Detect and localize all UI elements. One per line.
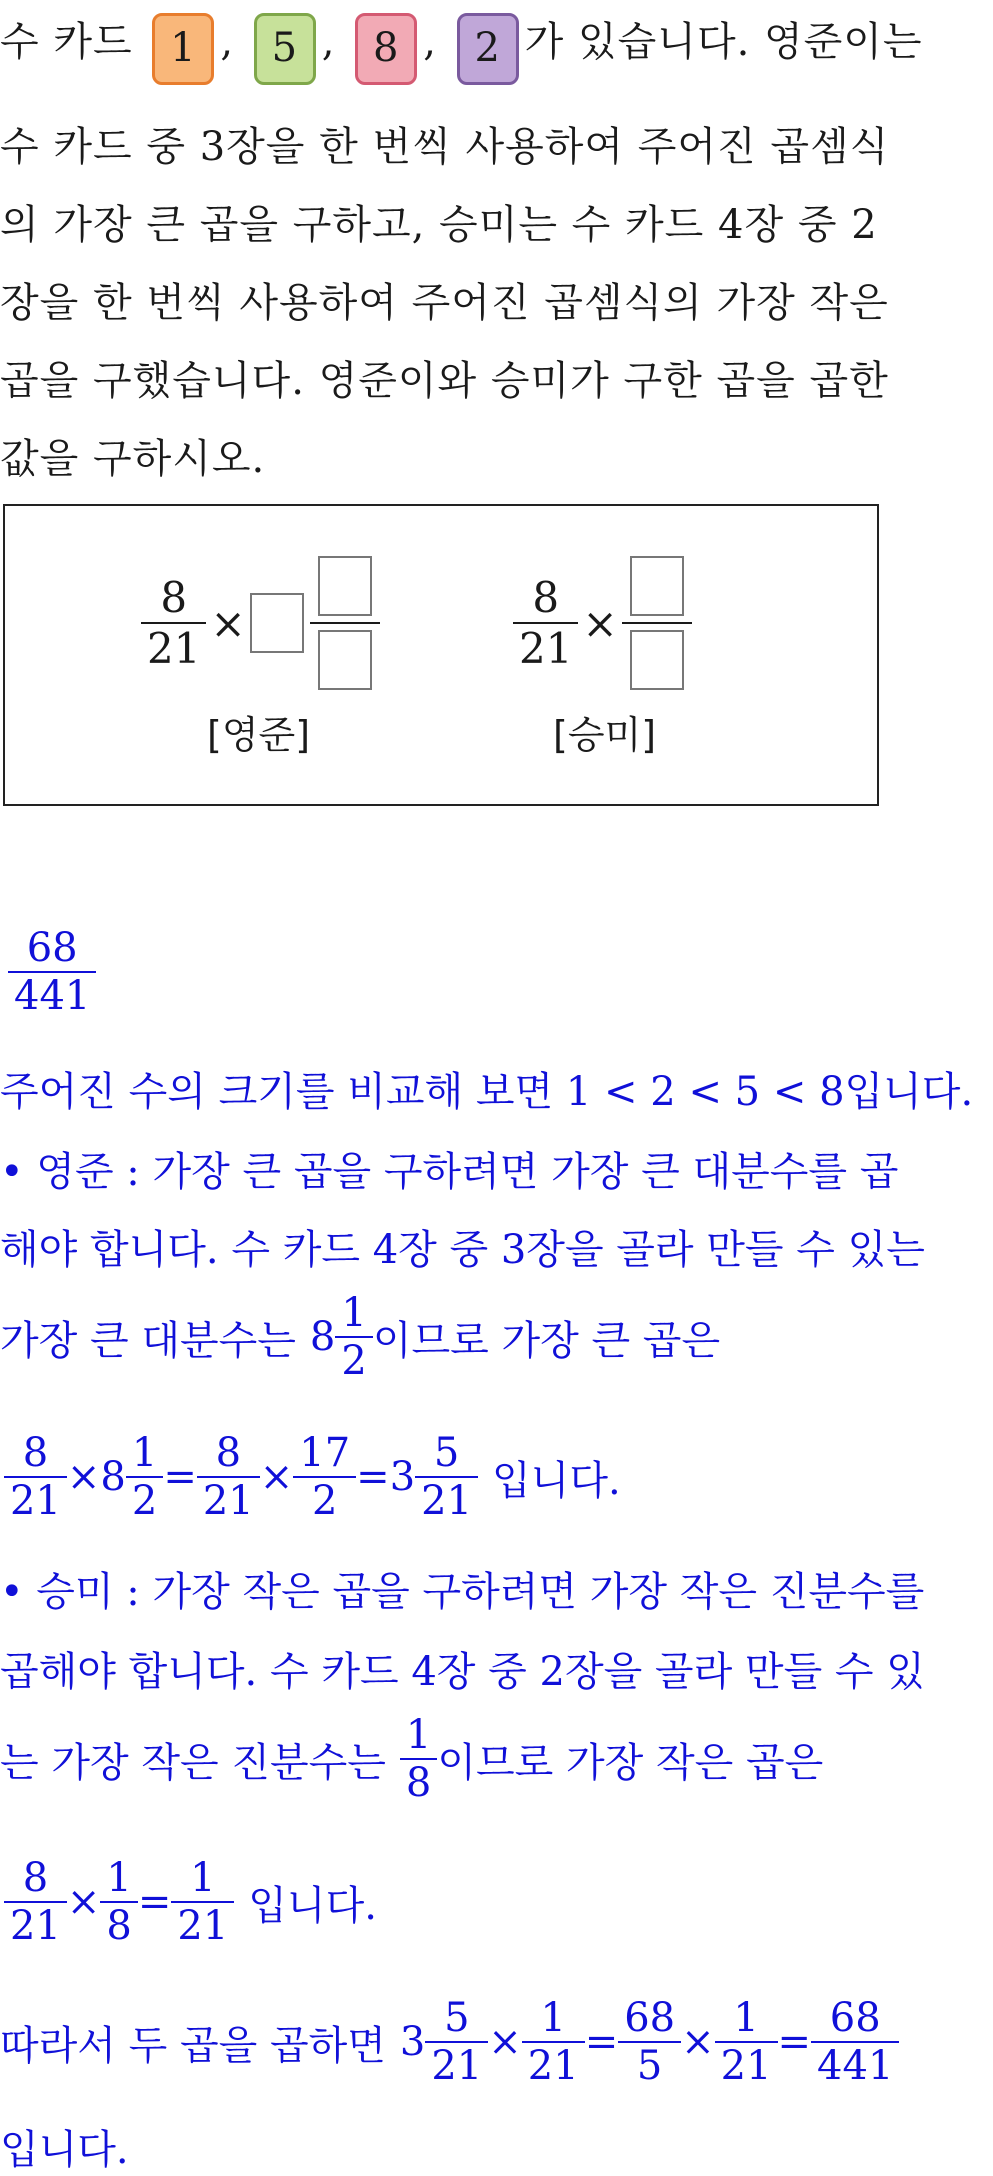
yeongjun-expression bbox=[141, 556, 380, 759]
text: 가장 큰 대분수는 bbox=[0, 1317, 296, 1364]
times-sign: × bbox=[488, 2019, 522, 2065]
num: 1 bbox=[733, 1995, 759, 2041]
expression-box bbox=[3, 504, 879, 806]
label-yeongjun: [영준] bbox=[207, 713, 311, 757]
den: 21 bbox=[421, 1478, 473, 1524]
problem-line-3: 의 가장 큰 곱을 구하고, 승미는 수 카드 4장 중 2 bbox=[0, 202, 878, 248]
solution-line-6: 곱해야 합니다. 수 카드 4장 중 2장을 골라 만들 수 있 bbox=[0, 1649, 925, 1695]
comma: , bbox=[220, 19, 235, 65]
num: 1 bbox=[341, 1290, 367, 1336]
solution-line-5: • 승미 : 가장 작은 곱을 구하려면 가장 작은 진분수를 bbox=[0, 1569, 925, 1615]
solution-line-7 bbox=[0, 1712, 823, 1806]
equals-sign: = bbox=[137, 1879, 172, 1925]
answer-denominator: 441 bbox=[14, 973, 91, 1019]
whole-number: 3 bbox=[399, 2019, 426, 2065]
num: 17 bbox=[299, 1430, 351, 1476]
whole-number-blank bbox=[250, 593, 304, 653]
times-sign: × bbox=[210, 598, 246, 648]
den: 2 bbox=[341, 1338, 367, 1384]
whole-number: 8 bbox=[309, 1314, 336, 1360]
text: 입니다. bbox=[248, 1882, 377, 1929]
den: 21 bbox=[720, 2043, 772, 2089]
den: 441 bbox=[817, 2043, 894, 2089]
num: 1 bbox=[131, 1430, 158, 1476]
problem-line-2: 수 카드 중 3장을 한 번씩 사용하여 주어진 곱셈식 bbox=[0, 124, 890, 170]
num: 8 bbox=[215, 1430, 242, 1476]
den: 21 bbox=[202, 1478, 254, 1524]
text: 는 가장 작은 진분수는 bbox=[0, 1739, 386, 1786]
equals-sign: = bbox=[777, 2019, 812, 2065]
equation-2 bbox=[4, 1855, 377, 1949]
numerator-blank bbox=[630, 556, 684, 616]
equals-sign: = bbox=[163, 1454, 197, 1500]
num: 68 bbox=[829, 1995, 881, 2041]
label-seungmi: [승미] bbox=[553, 713, 657, 757]
comma: , bbox=[423, 19, 437, 65]
den: 21 bbox=[177, 1903, 229, 1949]
denominator-blank bbox=[630, 630, 684, 690]
times-sign: × bbox=[681, 2019, 715, 2065]
denominator-blank bbox=[318, 630, 372, 690]
solution-line-9: 입니다. bbox=[0, 2127, 129, 2173]
den: 5 bbox=[636, 2043, 663, 2089]
text: 이므로 가장 작은 곱은 bbox=[437, 1739, 824, 1786]
den: 2 bbox=[131, 1478, 158, 1524]
fraction-numerator: 8 bbox=[532, 573, 560, 622]
den: 21 bbox=[527, 2043, 579, 2089]
den: 21 bbox=[10, 1903, 61, 1949]
num: 5 bbox=[444, 1995, 470, 2041]
problem-line-6: 값을 구하시오. bbox=[0, 436, 266, 482]
num: 5 bbox=[433, 1430, 460, 1476]
problem-line-4: 장을 한 번씩 사용하여 주어진 곱셈식의 가장 작은 bbox=[0, 280, 889, 326]
equals-sign: = bbox=[356, 1454, 390, 1500]
problem-line-1 bbox=[0, 10, 923, 85]
num: 68 bbox=[624, 1995, 676, 2041]
den: 21 bbox=[10, 1478, 61, 1524]
den: 21 bbox=[431, 2043, 483, 2089]
text: 입니다. bbox=[492, 1457, 621, 1504]
number-card-5: 5 bbox=[254, 13, 316, 85]
fraction-denominator: 21 bbox=[147, 624, 201, 673]
times-sign: × bbox=[582, 598, 618, 648]
times-sign: × bbox=[66, 1454, 101, 1500]
number-card-1: 1 bbox=[152, 13, 214, 85]
times-sign: × bbox=[66, 1879, 101, 1925]
solution-line-2: • 영준 : 가장 큰 곱을 구하려면 가장 큰 대분수를 곱 bbox=[0, 1149, 899, 1195]
times-sign: × bbox=[259, 1454, 294, 1500]
num: 8 bbox=[22, 1855, 49, 1901]
num: 8 bbox=[22, 1430, 49, 1476]
den: 8 bbox=[405, 1760, 432, 1806]
whole-number: 8 bbox=[100, 1454, 126, 1500]
numerator-blank bbox=[318, 556, 372, 616]
number-card-2: 2 bbox=[457, 13, 519, 85]
num: 1 bbox=[190, 1855, 216, 1901]
problem-text: 가 있습니다. 영준이는 bbox=[524, 19, 923, 65]
solution-line-3: 해야 합니다. 수 카드 4장 중 3장을 골라 만들 수 있는 bbox=[0, 1227, 925, 1273]
whole-number: 3 bbox=[389, 1454, 416, 1500]
num: 1 bbox=[405, 1712, 432, 1758]
den: 8 bbox=[106, 1903, 132, 1949]
text: 이므로 가장 큰 곱은 bbox=[372, 1317, 721, 1364]
text: 따라서 두 곱을 곱하면 bbox=[0, 2022, 386, 2069]
equation-1 bbox=[4, 1430, 621, 1524]
comma: , bbox=[321, 19, 336, 65]
solution-line-1: 주어진 수의 크기를 비교해 보면 1 < 2 < 5 < 8입니다. bbox=[0, 1069, 974, 1115]
den: 2 bbox=[311, 1478, 338, 1524]
num: 1 bbox=[540, 1995, 566, 2041]
fraction-denominator: 21 bbox=[519, 624, 573, 673]
num: 1 bbox=[106, 1855, 132, 1901]
equals-sign: = bbox=[584, 2019, 619, 2065]
fraction-numerator: 8 bbox=[160, 573, 188, 622]
answer bbox=[8, 925, 96, 1019]
problem-line-5: 곱을 구했습니다. 영준이와 승미가 구한 곱을 곱한 bbox=[0, 358, 889, 404]
number-card-8: 8 bbox=[355, 13, 417, 85]
solution-line-8 bbox=[0, 1995, 899, 2089]
problem-text: 수 카드 bbox=[0, 19, 133, 65]
answer-numerator: 68 bbox=[26, 925, 78, 971]
seungmi-expression bbox=[513, 556, 692, 759]
solution-line-4 bbox=[0, 1290, 720, 1384]
